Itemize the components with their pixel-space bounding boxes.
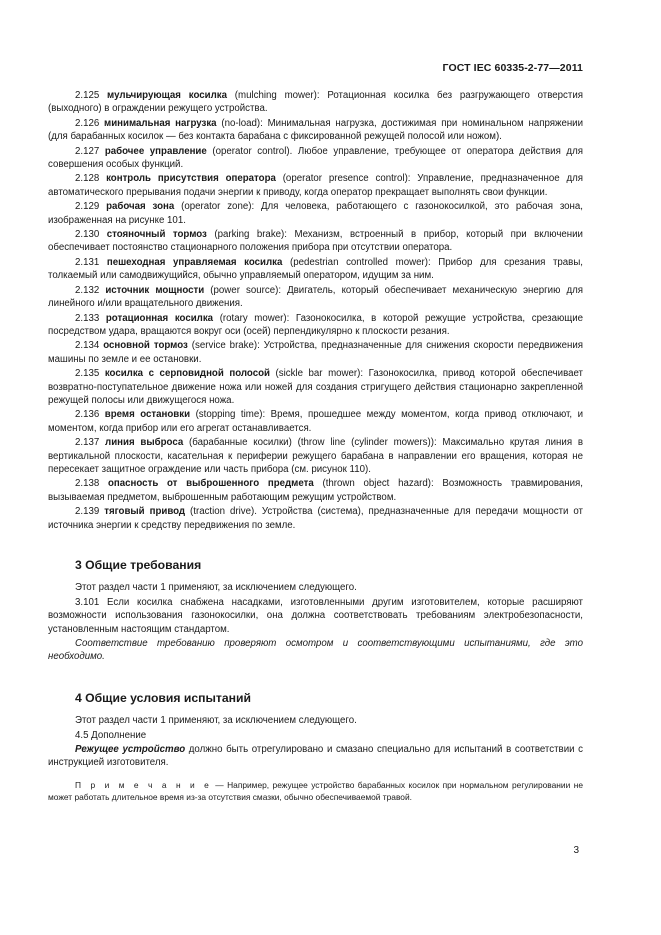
definition-text: (operator zone): Для человека, работающего с газонокосилкой, это рабочая зона, изображенная на рисунке 101. (48, 201, 583, 226)
definition-number: 2.136 (75, 409, 100, 421)
definition-number: 2.126 (75, 117, 100, 129)
definition-number: 2.135 (75, 368, 100, 380)
paragraph: Этот раздел части 1 применяют, за исключением следующего. (75, 582, 357, 594)
definition-number: 2.139 (75, 506, 100, 518)
definition-term: опасность от выброшенного предмета (108, 478, 314, 490)
definition-item (48, 505, 583, 532)
definition-term: ротационная косилка (105, 312, 214, 324)
section-heading: 3 Общие требования (75, 558, 202, 572)
definition-term: стояночный тормоз (106, 229, 207, 241)
definition-text: (pedestrian controlled mower): Прибор для срезания травы, толкаемый или самодвижущийся, обычно управляемый оператором, идущим за ним. (48, 256, 583, 282)
definition-text: (power source): Двигатель, который обеспечивает механическую энергию для линейного и/или вращательного движения. (48, 284, 583, 310)
definition-text: (parking brake): Механизм, встроенный в прибор, который при включении обеспечивает постоянство стационарного положения прибора при отсутствии оператора. (48, 229, 583, 254)
definition-number: 2.129 (75, 201, 100, 213)
definition-item (48, 256, 583, 283)
definition-term: линия выброса (105, 437, 184, 449)
definition-term: время остановки (104, 409, 191, 421)
definition-text: (stopping time): Время, прошедшее между моментом, когда привод отключают, и моментом, когда прибор или его агрегат останавливается. (48, 409, 583, 434)
definition-item (48, 117, 583, 144)
definition-number: 2.134 (75, 340, 100, 352)
definition-number: 2.132 (75, 284, 100, 296)
document-body (48, 89, 583, 804)
definition-number: 2.128 (75, 173, 100, 185)
definition-item (48, 145, 583, 172)
definition-item (48, 367, 583, 407)
definition-term: пешеходная управляемая косилка (106, 256, 283, 268)
definition-number: 2.131 (75, 256, 100, 268)
definition-text: (барабанные косилки) (throw line (cylinder mowers)): Максимально крутая линия в вертикальной плоскости, касательная к периферии режущего барабана в направлении его вращения, которая не пересекает защитное ограждение или часть прибора (см. рисунок 110). (48, 437, 584, 475)
definition-text: (thrown object hazard): Возможность травмирования, вызываемая предметом, выброшенным работающим режущим устройством. (48, 478, 583, 503)
definition-item (48, 408, 583, 435)
note (48, 779, 583, 803)
definition-text: (sickle bar mower): Газонокосилка, привод которой обеспечивает возвратно-поступательное движение ножа или ножей для создания стригущего действия стационарно закрепленной режущей полосы или движущегося ножа. (48, 368, 583, 406)
paragraph (48, 743, 583, 770)
compliance-paragraph: Соответствие требованию проверяют осмотром и соответствующими испытаниями, где это необходимо. (48, 638, 583, 663)
definition-term: контроль присутствия оператора (106, 173, 276, 185)
definition-item (48, 284, 583, 311)
definition-number: 2.127 (75, 145, 100, 157)
definition-text: (operator control). Любое управление, требующее от оператора действия для совершения особых функций. (48, 145, 583, 171)
definition-term: косилка с серповидной полосой (104, 368, 270, 380)
note-text: — Например, режущее устройство барабанных косилок при нормальном регулировании не может работать длительное время из-за отсутствия смазки, обычно обеспечиваемой травой. (48, 779, 583, 802)
definition-term: рабочая зона (106, 201, 175, 213)
definition-item (48, 477, 583, 504)
subclause-title: 4.5 Дополнение (75, 729, 147, 741)
definitions-list (48, 89, 583, 532)
definition-text: (service brake): Устройства, предназначенные для снижения скорости передвижения машины по земле и ее остановки. (48, 340, 583, 365)
definition-number: 2.137 (75, 437, 100, 449)
definition-number: 2.125 (75, 90, 100, 101)
definition-number: 2.133 (75, 312, 100, 324)
definition-term: рабочее управление (104, 145, 207, 157)
term-text: должно быть отрегулировано и смазано специально для испытаний в соответствии с инструкцией изготовителя. (48, 744, 583, 769)
definition-text: (rotary mower): Газонокосилка, в которой режущие устройства, срезающие посредством удара, вращаются вокруг оси (осей) перпендикулярно к плоскости резания. (48, 312, 583, 337)
definition-item (48, 228, 583, 255)
definition-item (48, 172, 583, 199)
definition-text: (no-load): Минимальная нагрузка, достижимая при номинальном напряжении (для барабанных косилок — без контакта барабана с фиксированной режущей полосой или ножом). (48, 117, 584, 143)
definition-item (48, 436, 583, 476)
definition-item (48, 200, 583, 227)
document-header: ГОСТ IEC 60335-2-77—2011 (442, 62, 583, 74)
definition-text: (traction drive). Устройства (система), предназначенные для передачи мощности от источника энергии к средству передвижения по земле. (48, 506, 583, 531)
definition-term: тяговый привод (104, 506, 186, 518)
definition-term: источник мощности (105, 284, 205, 296)
term: Режущее устройство (75, 744, 186, 756)
definition-item (48, 89, 583, 116)
paragraph: Этот раздел части 1 применяют, за исключением следующего. (75, 715, 357, 727)
paragraph: 3.101 Если косилка снабжена насадками, изготовленными другим изготовителем, которые расширяют возможности использования газонокосилки, она должна соответствовать требованиям электробезопасности, установленным настоящим стандартом. (48, 596, 583, 635)
definition-term: основной тормоз (103, 340, 188, 352)
page-number: 3 (573, 845, 579, 856)
definition-number: 2.130 (75, 229, 100, 241)
definition-text: (mulching mower): Ротационная косилка без разгружающего отверстия (выходного) в ограждении режущего устройства. (48, 90, 583, 115)
definition-term: мульчирующая косилка (107, 90, 227, 101)
definition-term: минимальная нагрузка (104, 117, 217, 129)
section-heading: 4 Общие условия испытаний (75, 690, 252, 705)
definition-text: (operator presence control): Управление, предназначенное для автоматического прерывания подачи энергии к приводу, когда оператор прекращает выполнять свои функции. (48, 173, 583, 198)
definition-number: 2.138 (75, 478, 100, 490)
definition-item (48, 339, 583, 366)
note-label: П р и м е ч а н и е (75, 779, 212, 790)
definition-item (48, 312, 583, 339)
